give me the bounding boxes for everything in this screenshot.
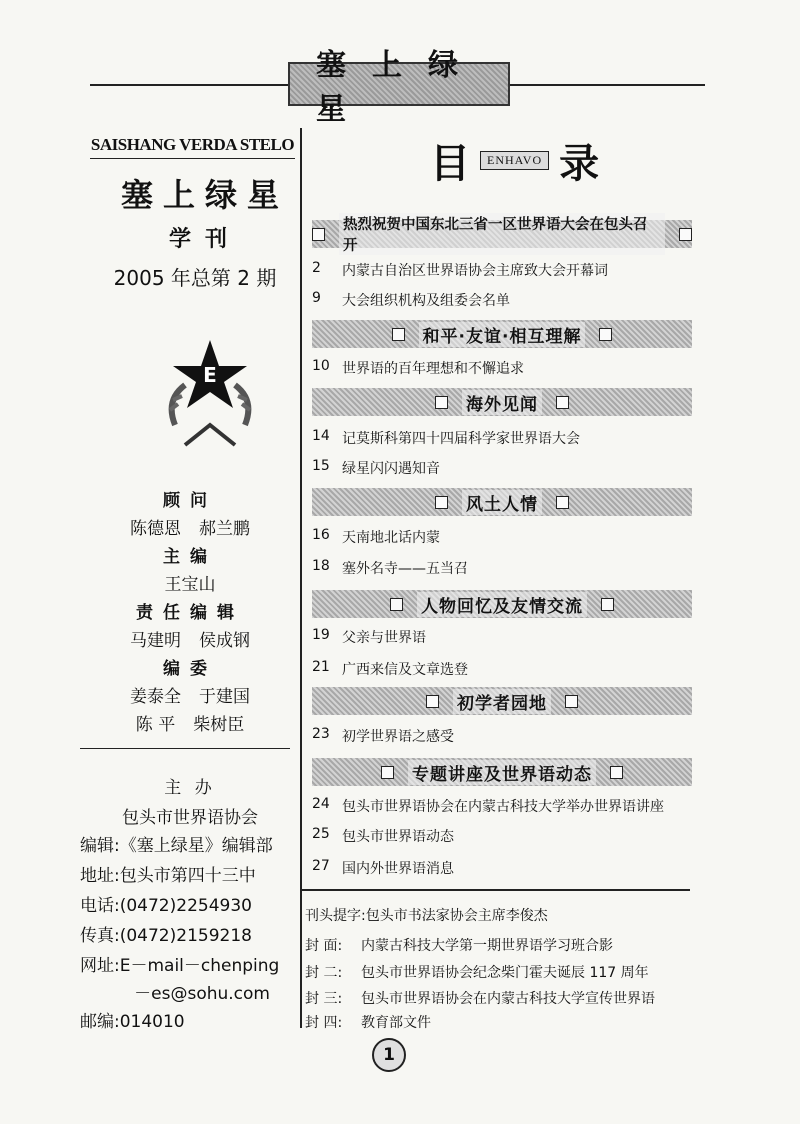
toc-entry[interactable]: 27 国内外世界语消息 bbox=[312, 858, 454, 877]
cover-credit-front: 封 面: 内蒙古科技大学第一期世界语学习班合影 bbox=[305, 938, 613, 954]
website-line-1: 网址:E－mail－chenping bbox=[80, 956, 280, 976]
toc-section: 热烈祝贺中国东北三省一区世界语大会在包头召开 bbox=[312, 220, 692, 248]
editor-line: 编辑:《塞上绿星》编辑部 bbox=[80, 836, 273, 856]
phone-line: 电话:(0472)2254930 bbox=[80, 896, 252, 916]
toc-title: 目 ENHAVO 录 bbox=[430, 140, 600, 187]
toc-section: 初学者园地 bbox=[312, 687, 692, 715]
toc-entry[interactable]: 16 天南地北话内蒙 bbox=[312, 527, 440, 546]
header-banner: 塞上绿星 bbox=[288, 62, 510, 106]
credit-role-responsible-editor: 责任编辑 bbox=[136, 603, 244, 623]
esperanto-star-emblem-icon bbox=[145, 330, 275, 455]
sponsor-label: 主 办 bbox=[164, 778, 216, 798]
toc-entry[interactable]: 23 初学世界语之感受 bbox=[312, 726, 454, 745]
latin-title: SAISHANG VERDA STELO bbox=[90, 135, 295, 154]
latin-rule bbox=[90, 158, 295, 159]
masthead-credit: 刊头提字:包头市书法家协会主席李俊杰 bbox=[305, 908, 548, 924]
fax-line: 传真:(0472)2159218 bbox=[80, 926, 252, 946]
sponsor-name: 包头市世界语协会 bbox=[122, 808, 258, 828]
address-line: 地址:包头市第四十三中 bbox=[80, 866, 256, 886]
credit-role-chief-editor: 主编 bbox=[163, 547, 217, 567]
credit-names-responsible-editor: 马建明 侯成钢 bbox=[130, 631, 250, 651]
toc-entry[interactable]: 9 大会组织机构及组委会名单 bbox=[312, 290, 510, 309]
magazine-title: 塞上绿星 bbox=[120, 176, 289, 214]
toc-section: 和平·友谊·相互理解 bbox=[312, 320, 692, 348]
left-rule bbox=[80, 748, 290, 749]
toc-section: 风土人情 bbox=[312, 488, 692, 516]
cover-credit-inside-front: 封 二: 包头市世界语协会纪念柴门霍夫诞辰 117 周年 bbox=[305, 965, 649, 981]
credit-names-advisor: 陈德恩 郝兰鹏 bbox=[130, 519, 250, 539]
magazine-type: 学刊 bbox=[168, 226, 241, 252]
toc-entry[interactable]: 21 广西来信及文章选登 bbox=[312, 659, 468, 678]
toc-entry[interactable]: 18 塞外名寺——五当召 bbox=[312, 558, 468, 577]
page-number: 1 bbox=[372, 1038, 406, 1072]
cover-credit-inside-back: 封 三: 包头市世界语协会在内蒙古科技大学宣传世界语 bbox=[305, 991, 655, 1007]
toc-bottom-rule bbox=[302, 889, 690, 891]
toc-section: 专题讲座及世界语动态 bbox=[312, 758, 692, 786]
toc-section: 海外见闻 bbox=[312, 388, 692, 416]
toc-entry[interactable]: 24 包头市世界语协会在内蒙古科技大学举办世界语讲座 bbox=[312, 796, 664, 815]
credit-names-editorial-board-1: 姜泰全 于建国 bbox=[130, 687, 250, 707]
svg-text:E: E bbox=[203, 363, 217, 387]
issue-number: 2005 年总第 2 期 bbox=[113, 266, 277, 290]
toc-entry[interactable]: 15 绿星闪闪遇知音 bbox=[312, 458, 440, 477]
credit-names-editorial-board-2: 陈 平 柴树臣 bbox=[135, 715, 245, 735]
toc-entry[interactable]: 19 父亲与世界语 bbox=[312, 627, 426, 646]
cover-credit-back: 封 四: 教育部文件 bbox=[305, 1015, 431, 1031]
toc-section: 人物回忆及友情交流 bbox=[312, 590, 692, 618]
toc-entry[interactable]: 25 包头市世界语动态 bbox=[312, 826, 454, 845]
toc-entry[interactable]: 10 世界语的百年理想和不懈追求 bbox=[312, 358, 524, 377]
website-line-2: －es@sohu.com bbox=[134, 984, 270, 1004]
credit-names-chief-editor: 王宝山 bbox=[164, 575, 216, 595]
column-divider bbox=[300, 128, 302, 1028]
postcode-line: 邮编:014010 bbox=[80, 1012, 185, 1032]
credit-role-editorial-board: 编委 bbox=[163, 659, 217, 679]
toc-entry[interactable]: 2 内蒙古自治区世界语协会主席致大会开幕词 bbox=[312, 260, 608, 279]
toc-entry[interactable]: 14 记莫斯科第四十四届科学家世界语大会 bbox=[312, 428, 580, 447]
credit-role-advisor: 顾问 bbox=[163, 491, 217, 511]
toc-title-tag: ENHAVO bbox=[480, 151, 549, 170]
